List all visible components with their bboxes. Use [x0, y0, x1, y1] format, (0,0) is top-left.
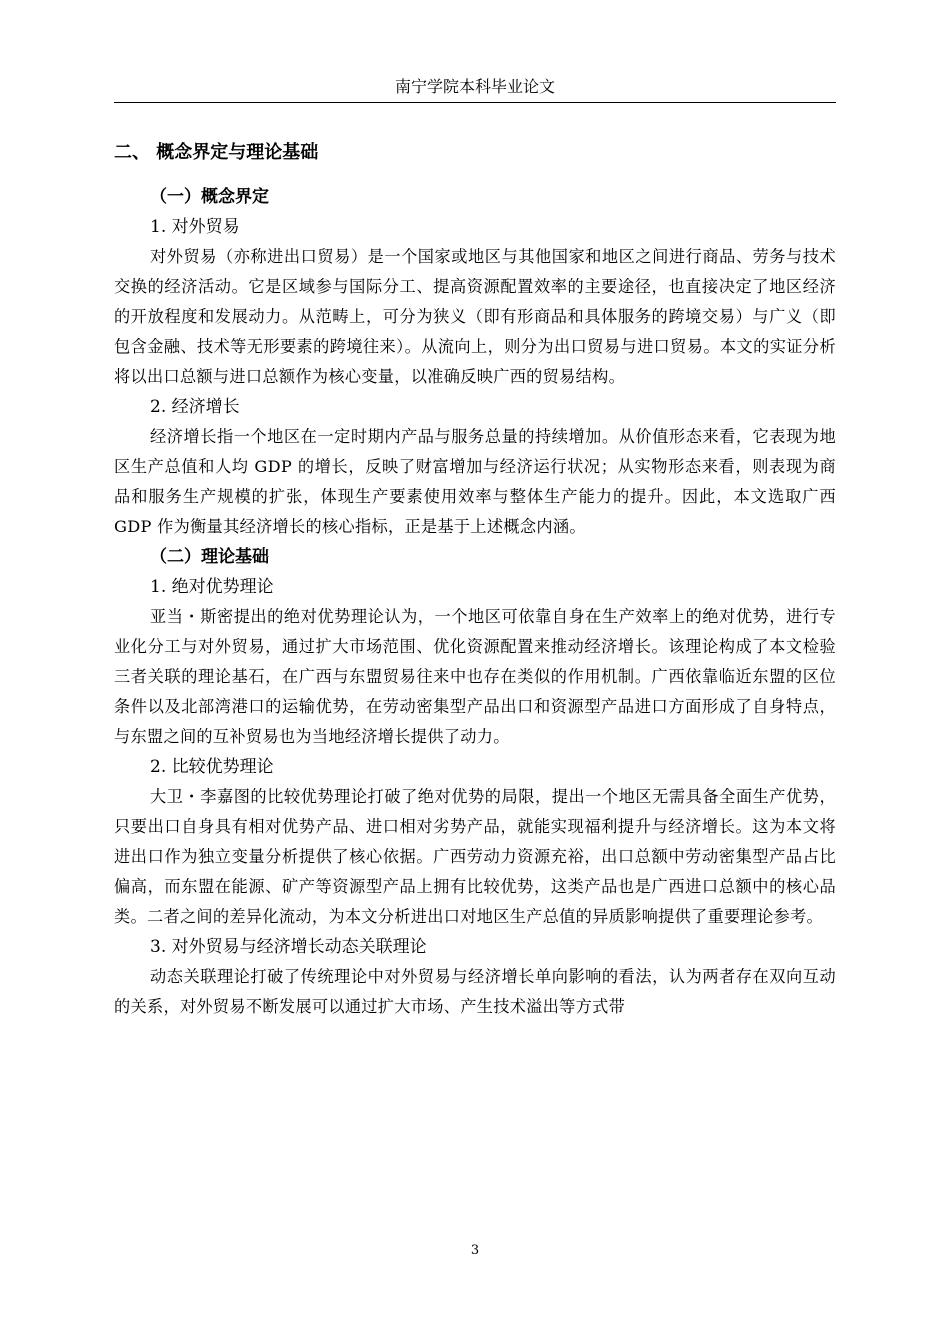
section-heading: 二、 概念界定与理论基础 — [114, 142, 319, 163]
item-heading-comparative-advantage: 2. 比较优势理论 — [150, 757, 274, 777]
paragraph-absolute-advantage: 亚当・斯密提出的绝对优势理论认为，一个地区可依靠自身在生产效率上的绝对优势，进行专业化分工与对外贸易，通过扩大市场范围、优化资源配置来推动经济增长。该理论构成了本文检验三者关联的理论基石，在广西与东盟贸易往来中也存在类似的作用机制。广西依靠临近东盟的区位条件以及北部湾港口的运输优势，在劳动密集型产品出口和资源型产品进口方面形成了自身特点，与东盟之间的互补贸易也为当地经济增长提供了动力。 — [114, 607, 836, 746]
document-body — [114, 138, 836, 1022]
paragraph-comparative-advantage: 大卫・李嘉图的比较优势理论打破了绝对优势的局限，提出一个地区无需具备全面生产优势，只要出口自身具有相对优势产品、进口相对劣势产品，就能实现福利提升与经济增长。这为本文将进出口作为独立变量分析提供了核心依据。广西劳动力资源充裕，出口总额中劳动密集型产品占比偏高，而东盟在能源、矿产等资源型产品上拥有比较优势，这类产品也是广西进口总额中的核心品类。二者之间的差异化流动，为本文分析进出口对地区生产总值的异质影响提供了重要理论参考。 — [114, 787, 836, 926]
paragraph-dynamic-linkage: 动态关联理论打破了传统理论中对外贸易与经济增长单向影响的看法，认为两者存在双向互动的关系，对外贸易不断发展可以通过扩大市场、产生技术溢出等方式带 — [114, 967, 836, 1016]
subsection-heading-concepts: （一）概念界定 — [150, 187, 269, 207]
item-heading-foreign-trade: 1. 对外贸易 — [150, 217, 240, 237]
header-title: 南宁学院本科毕业论文 — [394, 77, 555, 96]
item-heading-dynamic-linkage: 3. 对外贸易与经济增长动态关联理论 — [150, 937, 427, 957]
item-heading-economic-growth: 2. 经济增长 — [150, 397, 240, 417]
page-number: 3 — [470, 1243, 480, 1258]
paragraph-economic-growth: 经济增长指一个地区在一定时期内产品与服务总量的持续增加。从价值形态来看，它表现为地区生产总值和人均 GDP 的增长，反映了财富增加与经济运行状况；从实物形态来看，则表现为商品和服务生产规模的扩张，体现生产要素使用效率与整体生产能力的提升。因此，本文选取广西 GDP 作为衡量其经济增长的核心指标，正是基于上述概念内涵。 — [114, 427, 836, 536]
paragraph-foreign-trade: 对外贸易（亦称进出口贸易）是一个国家或地区与其他国家和地区之间进行商品、劳务与技术交换的经济活动。它是区域参与国际分工、提高资源配置效率的主要途径，也直接决定了地区经济的开放程度和发展动力。从范畴上，可分为狭义（即有形商品和具体服务的跨境交易）与广义（即包含金融、技术等无形要素的跨境往来）。从流向上，则分为出口贸易与进口贸易。本文的实证分析将以出口总额与进口总额作为核心变量，以准确反映广西的贸易结构。 — [114, 247, 836, 386]
subsection-heading-theory: （二）理论基础 — [150, 547, 269, 567]
page-header — [114, 72, 836, 103]
item-heading-absolute-advantage: 1. 绝对优势理论 — [150, 577, 274, 597]
